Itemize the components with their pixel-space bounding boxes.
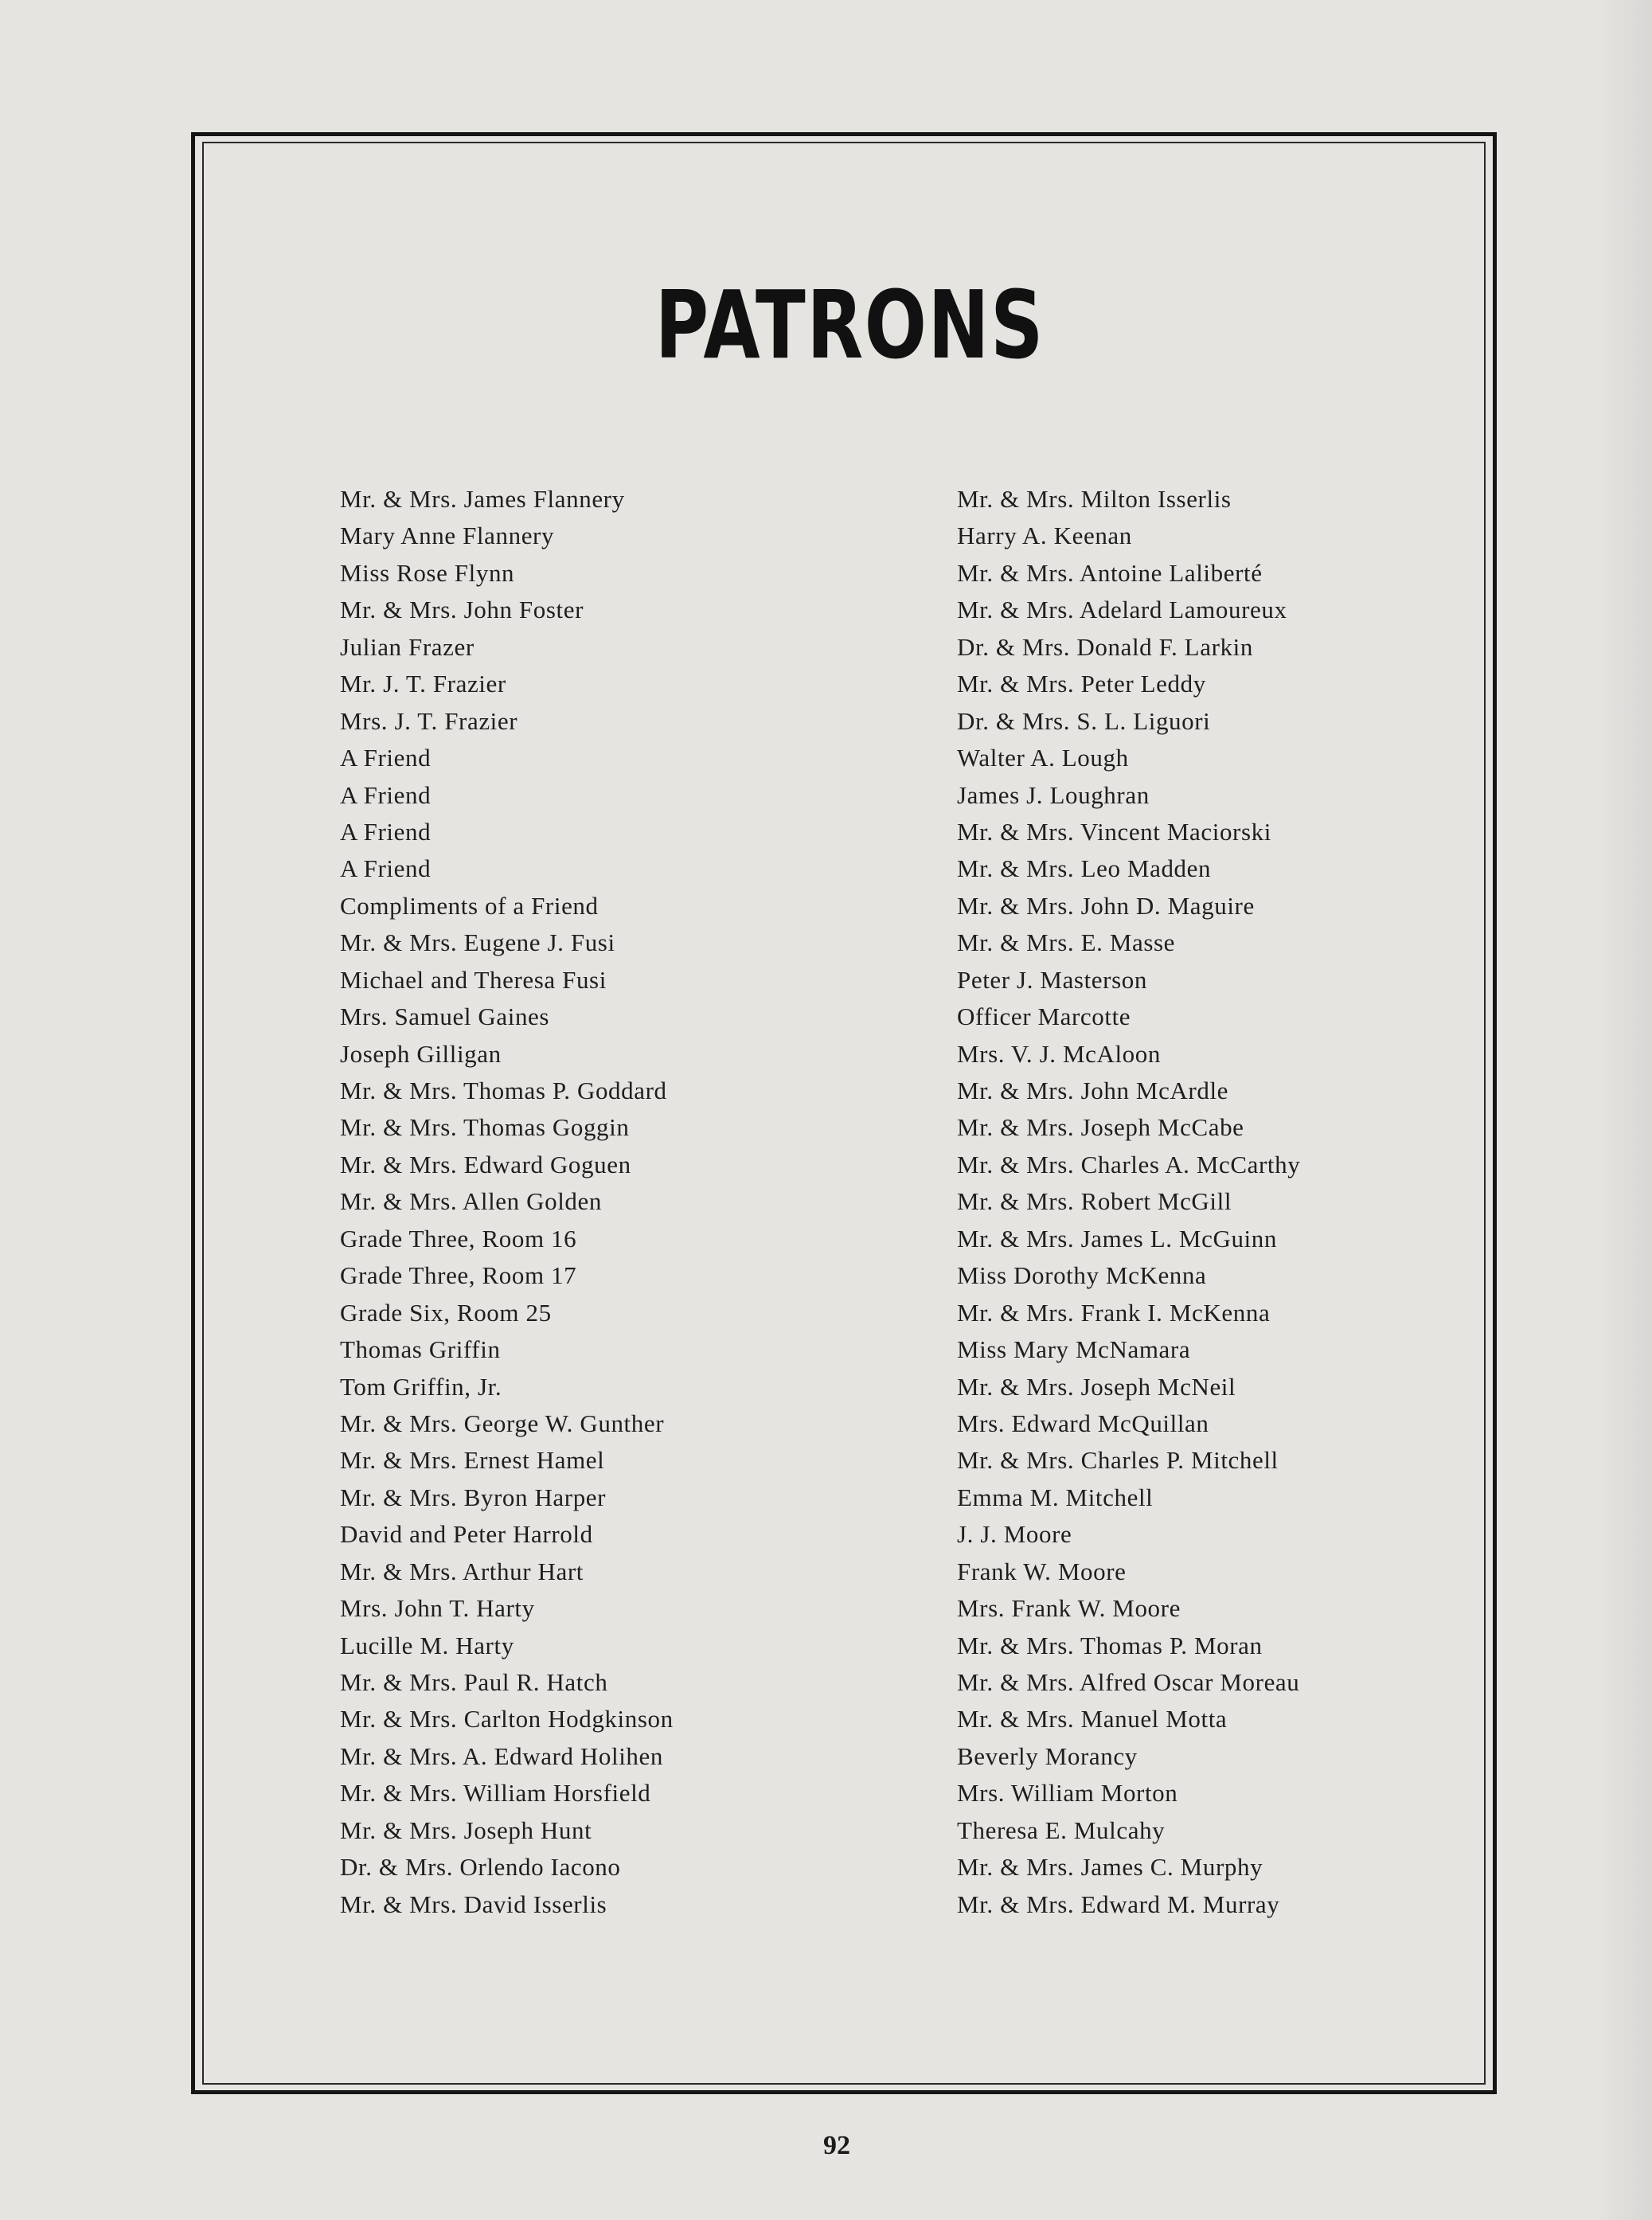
patron-entry: Miss Mary McNamara (957, 1335, 1191, 1364)
patron-entry: James J. Loughran (957, 780, 1150, 809)
patron-list-left (340, 481, 674, 1923)
patron-entry: Mrs. V. J. McAloon (957, 1039, 1161, 1068)
patron-entry: Mr. & Mrs. John McArdle (957, 1077, 1229, 1104)
patron-entry: Mr. & Mrs. Frank I. McKenna (957, 1298, 1271, 1327)
patron-entry: Dr. & Mrs. S. L. Liguori (957, 706, 1211, 735)
patron-entry: Mr. & Mrs. James Flannery (340, 485, 625, 513)
patron-entry: Emma M. Mitchell (957, 1483, 1154, 1511)
patron-entry: Mr. & Mrs. John D. Maguire (957, 891, 1255, 920)
patron-entry: Mr. & Mrs. Antoine Laliberté (957, 558, 1263, 587)
patron-entry: Mr. & Mrs. Edward M. Murray (957, 1890, 1280, 1918)
patron-entry: Grade Three, Room 17 (340, 1261, 577, 1290)
patron-entry: Miss Dorothy McKenna (957, 1261, 1207, 1290)
patron-entry: A Friend (340, 854, 432, 883)
patron-entry: Mr. & Mrs. Vincent Maciorski (957, 817, 1271, 846)
patron-entry: Joseph Gilligan (340, 1039, 502, 1068)
patron-entry: Mr. J. T. Frazier (340, 670, 506, 698)
patron-entry: Mr. & Mrs. Allen Golden (340, 1187, 602, 1216)
patron-entry: A Friend (340, 744, 432, 772)
patron-entry: Mr. & Mrs. Edward Goguen (340, 1150, 631, 1178)
patron-entry: Mr. & Mrs. Byron Harper (340, 1483, 607, 1511)
patron-entry: Grade Three, Room 16 (340, 1224, 577, 1253)
patron-entry: Mrs. J. T. Frazier (340, 706, 518, 735)
page-title: PATRONS (654, 270, 1045, 380)
patron-entry: Julian Frazer (340, 632, 475, 661)
page-number: 92 (823, 2131, 850, 2160)
patron-entry: Mr. & Mrs. William Horsfield (340, 1779, 651, 1808)
patron-entry: Mr. & Mrs. Carlton Hodgkinson (340, 1705, 674, 1733)
patron-entry: Dr. & Mrs. Donald F. Larkin (957, 632, 1253, 661)
patron-entry: Mrs. William Morton (957, 1779, 1178, 1808)
patron-entry: Mr. & Mrs. A. Edward Holihen (340, 1741, 663, 1770)
patron-entry: Michael and Theresa Fusi (340, 965, 607, 994)
patron-entry: Grade Six, Room 25 (340, 1298, 552, 1327)
patron-entry: Tom Griffin, Jr. (340, 1372, 502, 1401)
patron-entry: David and Peter Harrold (340, 1520, 593, 1549)
patron-entry: Mr. & Mrs. Charles P. Mitchell (957, 1446, 1279, 1475)
patron-entry: Miss Rose Flynn (340, 558, 515, 587)
patron-entry: Walter A. Lough (957, 744, 1129, 772)
patron-entry: Mr. & Mrs. Ernest Hamel (340, 1446, 605, 1475)
patron-entry: Officer Marcotte (957, 1003, 1131, 1031)
patron-entry: Mr. & Mrs. Arthur Hart (340, 1557, 584, 1585)
patron-entry: Mary Anne Flannery (340, 522, 555, 550)
patron-entry: Mr. & Mrs. David Isserlis (340, 1890, 607, 1918)
patron-entry: Mr. & Mrs. Joseph McNeil (957, 1372, 1236, 1401)
patron-entry: Mr. & Mrs. James C. Murphy (957, 1853, 1263, 1882)
patron-entry: Theresa E. Mulcahy (957, 1815, 1166, 1844)
patron-entry: Compliments of a Friend (340, 891, 599, 920)
patron-entry: Harry A. Keenan (957, 522, 1132, 550)
patron-entry: Mr. & Mrs. Charles A. McCarthy (957, 1150, 1301, 1178)
patron-entry: Mr. & Mrs. Milton Isserlis (957, 485, 1232, 513)
patron-entry: A Friend (340, 780, 432, 809)
patron-list-right (957, 481, 1300, 1923)
patron-entry: Mr. & Mrs. E. Masse (957, 928, 1176, 957)
patron-entry: Mrs. Frank W. Moore (957, 1594, 1181, 1623)
patron-entry: Dr. & Mrs. Orlendo Iacono (340, 1853, 621, 1882)
patron-entry: Mr. & Mrs. Thomas P. Moran (957, 1631, 1263, 1659)
patron-entry: Mr. & Mrs. Thomas Goggin (340, 1113, 630, 1142)
patron-entry: Mr. & Mrs. John Foster (340, 596, 584, 624)
patron-entry: Mr. & Mrs. George W. Gunther (340, 1409, 665, 1437)
patron-entry: Peter J. Masterson (957, 965, 1147, 994)
patron-entry: Mr. & Mrs. Robert McGill (957, 1187, 1232, 1216)
patron-entry: Mr. & Mrs. James L. McGuinn (957, 1224, 1277, 1253)
patron-entry: Frank W. Moore (957, 1557, 1127, 1585)
patron-entry: Mr. & Mrs. Paul R. Hatch (340, 1668, 608, 1696)
patron-entry: Mr. & Mrs. Adelard Lamoureux (957, 596, 1287, 624)
patron-entry: Mr. & Mrs. Manuel Motta (957, 1705, 1228, 1733)
patron-entry: A Friend (340, 817, 432, 846)
patron-entry: Mrs. Edward McQuillan (957, 1409, 1209, 1437)
patron-entry: Mr. & Mrs. Alfred Oscar Moreau (957, 1668, 1300, 1696)
patron-entry: Mrs. John T. Harty (340, 1594, 535, 1623)
patron-entry: Thomas Griffin (340, 1335, 501, 1364)
patron-entry: Mr. & Mrs. Leo Madden (957, 854, 1212, 883)
patron-entry: Mr. & Mrs. Peter Leddy (957, 670, 1206, 698)
patron-entry: J. J. Moore (957, 1520, 1072, 1549)
patron-entry: Mr. & Mrs. Thomas P. Goddard (340, 1077, 667, 1104)
patron-entry: Mr. & Mrs. Joseph Hunt (340, 1815, 592, 1844)
patron-entry: Mr. & Mrs. Joseph McCabe (957, 1113, 1244, 1142)
patron-entry: Mrs. Samuel Gaines (340, 1003, 550, 1031)
patron-entry: Lucille M. Harty (340, 1631, 514, 1659)
page-edge-shadow (1596, 0, 1652, 2220)
patron-entry: Beverly Morancy (957, 1741, 1138, 1770)
patron-entry: Mr. & Mrs. Eugene J. Fusi (340, 928, 615, 957)
